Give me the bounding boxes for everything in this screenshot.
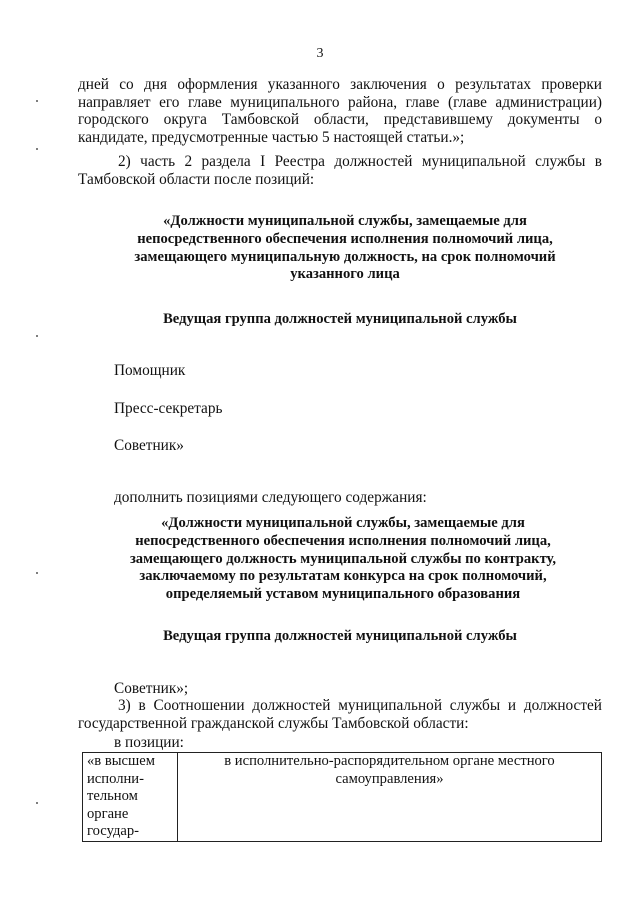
scan-mark	[36, 148, 38, 150]
heading-positions-first: «Должности муниципальной службы, замещаемые для непосредственного обеспечения исполнения полномочий лица, замещающего муниципальную должность, на срок полномочий указанного лица	[134, 213, 556, 283]
position-advisor-second: Советник»;	[114, 680, 189, 697]
table-row	[83, 753, 602, 842]
table-cell-authority	[83, 753, 178, 842]
in-position-label: в позиции:	[114, 734, 184, 751]
position-advisor-first: Советник»	[114, 437, 184, 454]
position-assistant: Помощник	[114, 362, 186, 379]
table-cell-line: исполни-	[87, 770, 144, 787]
position-press-secretary: Пресс-секретарь	[114, 400, 223, 417]
table-cell-line: государ-	[87, 823, 140, 840]
scan-mark	[36, 100, 38, 102]
scan-mark	[36, 335, 38, 337]
positions-table	[82, 752, 602, 842]
heading-group-first: Ведущая группа должностей муниципальной службы	[163, 311, 517, 327]
paragraph-item-3: 3) в Соотношении должностей муниципальной службы и должностей государственной гражданской службы Тамбовской области:	[78, 697, 602, 732]
scan-mark	[36, 802, 38, 804]
paragraph-item-2: 2) часть 2 раздела I Реестра должностей муниципальной службы в Тамбовской области после позиций:	[78, 153, 602, 188]
supplement-text: дополнить позициями следующего содержания:	[114, 489, 427, 506]
paragraph-intro: дней со дня оформления указанного заключения о результатах проверки направляет его главе муниципального района, главе (главе администрации) городского округа Тамбовской области, представившему документы о кандидате, предусмотренные частью 5 настоящей статьи.»;	[78, 76, 602, 146]
heading-group-second: Ведущая группа должностей муниципальной службы	[163, 628, 517, 644]
table-cell-line: органе	[87, 805, 129, 822]
table-cell-line: «в высшем	[87, 753, 155, 769]
scan-mark	[36, 572, 38, 574]
table-cell-line: тельном	[87, 788, 138, 805]
table-cell-local-government: в исполнительно-распорядительном органе местного самоуправления»	[178, 753, 602, 842]
heading-positions-second: «Должности муниципальной службы, замещаемые для непосредственного обеспечения исполнения полномочий лица, замещающего должность муниципальной службы по контракту, заключаемому по результатам конкурса на срок полномочий, определяемый уставом муниципального образования	[129, 515, 557, 603]
page-number: 3	[316, 46, 324, 61]
